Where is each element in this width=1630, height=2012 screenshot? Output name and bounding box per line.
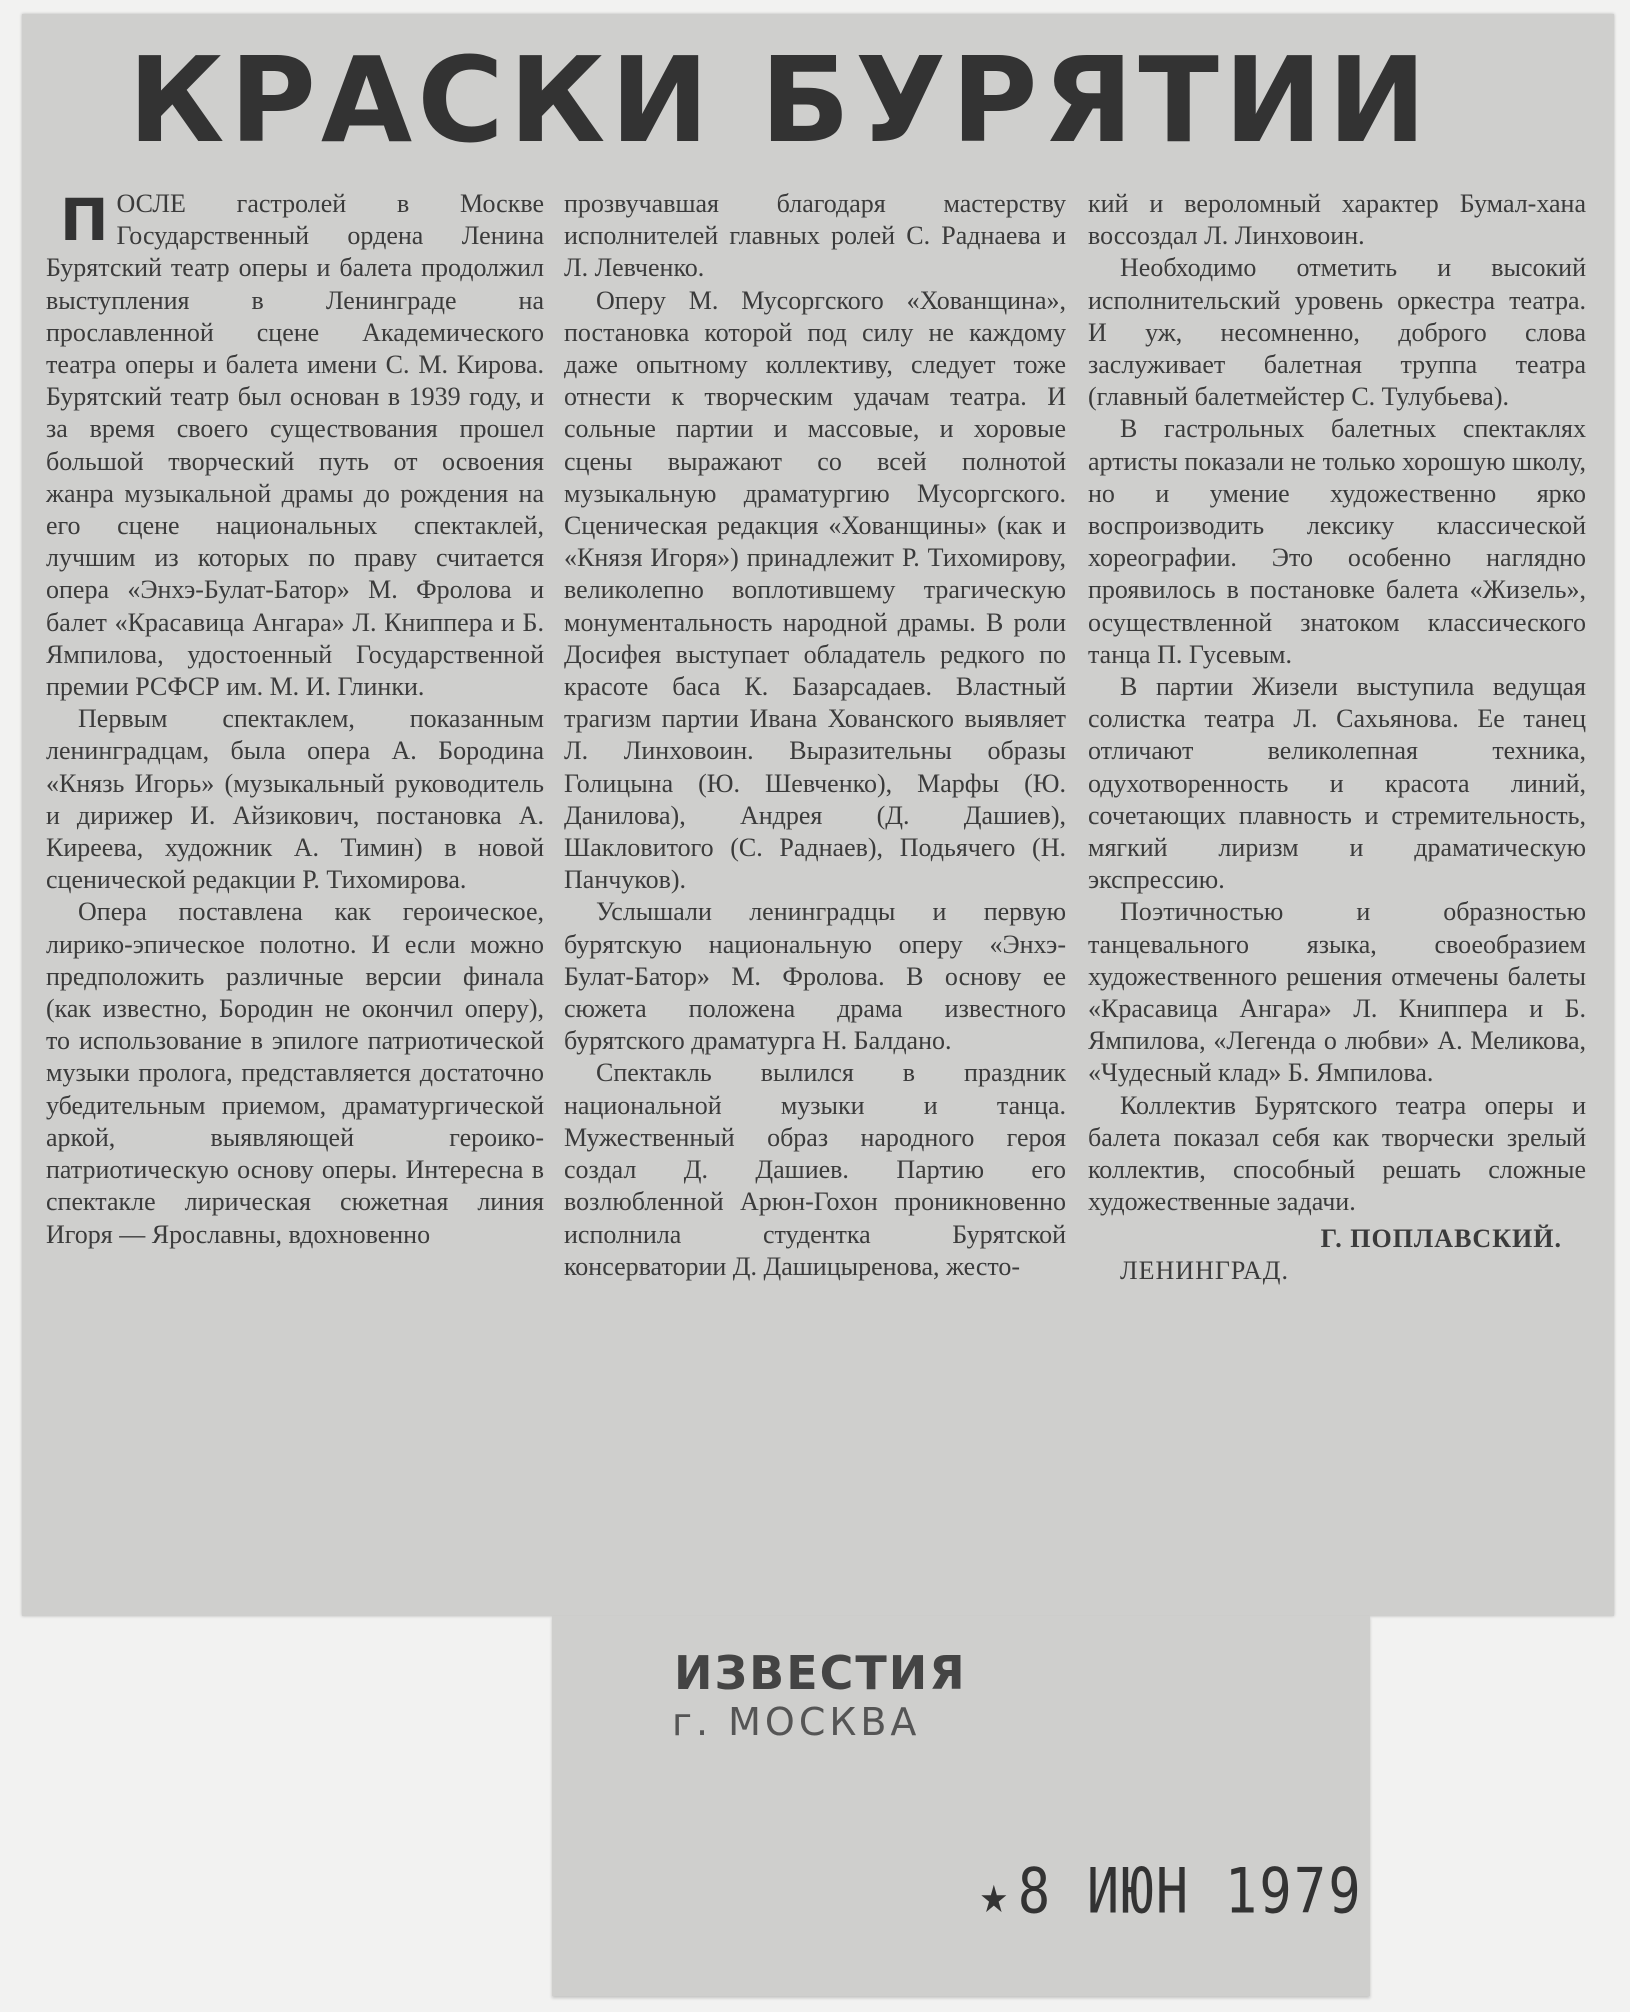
paragraph: Первым спектаклем, показанным ленинградцам, была опера А. Бородина «Князь Игорь» (музыкальный руководитель и дирижер И. Айзикович, постановка А. Киреева, художник А. Тимин) в новой сценической редакции Р. Тихомирова. bbox=[46, 704, 544, 895]
paragraph: Услышали ленинградцы и первую бурятскую национальную оперу «Энхэ-Булат-Батор» М. Фролова. В основу ее сюжета положена драма известного бурятского драматурга Н. Балдано. bbox=[564, 897, 1066, 1056]
article-column-1 bbox=[46, 188, 544, 1251]
paragraph: Необходимо отметить и высокий исполнительский уровень оркестра театра. И уж, несомненно, доброго слова заслуживает балетная труппа театра (главный балетмейстер С. Тулубьева). bbox=[1088, 253, 1586, 412]
dateline-place: ЛЕНИНГРАД. bbox=[1120, 1255, 1290, 1285]
paragraph: Спектакль вылился в праздник национальной музыки и танца. Мужественный образ народного героя создал Д. Дашиев. Партию его возлюбленной Арюн-Гохон проникновенно исполнила студентка Бурятской консерватории Д. Дашицыренова, жесто- bbox=[564, 1058, 1066, 1281]
paragraph: Оперу М. Мусоргского «Хованщина», постановка которой под силу не каждому даже опытному коллективу, следует тоже отнести к творческим удачам театра. И сольные партии и массовые, и хоровые сцены выражают со всей полнотой музыкальную драматургию Мусоргского. Сценическая редакция «Хованщины» (как и «Князя Игоря») принадлежит Р. Тихомирову, великолепно воплотившему трагическую монументальность народной драмы. В роли Досифея выступает обладатель редкого по красоте баса К. Базарсадаев. Властный трагизм партии Ивана Хованского выявляет Л. Линховоин. Выразительны образы Голицына (Ю. Шевченко), Марфы (Ю. Данилова), Андрея (Д. Дашиев), Шакловитого (С. Раднаев), Подьячего (Н. Панчуков). bbox=[564, 285, 1066, 895]
star-icon: ★ bbox=[980, 1863, 1010, 1926]
paragraph: В партии Жизели выступила ведущая солистка театра Л. Сахьянова. Ее танец отличают великолепная техника, одухотворенность и красота линий, сочетающих плавность и стремительность, мягкий лиризм и драматическую экспрессию. bbox=[1088, 672, 1586, 895]
city-stamp: г. МОСКВА bbox=[672, 1700, 921, 1744]
author-signature: Г. ПОПЛАВСКИЙ. bbox=[1320, 1223, 1562, 1253]
date-stamp bbox=[980, 1855, 1363, 1927]
paragraph bbox=[46, 188, 544, 703]
article-headline: КРАСКИ БУРЯТИИ bbox=[128, 31, 1432, 169]
paragraph: Коллектив Бурятского театра оперы и балета показал себя как творчески зрелый коллектив, способный решать сложные художественные задачи. bbox=[1088, 1090, 1586, 1217]
date-text: 8 ИЮН 1979 bbox=[1017, 1855, 1363, 1928]
newspaper-stamp: ИЗВЕСТИЯ bbox=[674, 1646, 967, 1700]
paragraph: Опера поставлена как героическое, лирико-эпическое полотно. И если можно предположить различные версии финала (как известно, Бородин не окончил оперу), то использование в эпилоге патриотической музыки пролога, представляется достаточно убедительным приемом, драматургической аркой, выявляющей героико-патриотическую основу оперы. Интересна в спектакле лирическая сюжетная линия Игоря — Ярославны, вдохновенно bbox=[46, 897, 544, 1249]
paragraph: кий и вероломный характер Бумал-хана воссоздал Л. Линховоин. bbox=[1088, 189, 1586, 251]
drop-cap: П bbox=[60, 186, 109, 254]
paragraph: прозвучавшая благодаря мастерству исполнителей главных ролей С. Раднаева и Л. Левченко. bbox=[564, 189, 1066, 283]
paragraph: Поэтичностью и образностью танцевального языка, своеобразием художественного решения отмечены балеты «Красавица Ангара» Л. Книппера и Б. Ямпилова, «Легенда о любви» А. Меликова, «Чудесный клад» Б. Ямпилова. bbox=[1088, 897, 1586, 1088]
article-column-2 bbox=[564, 188, 1066, 1283]
paragraph: В гастрольных балетных спектаклях артисты показали не только хорошую школу, но и умение художественно ярко воспроизводить лексику классической хореографии. Это особенно наглядно проявилось в постановке балета «Жизель», осуществленной знатоком классического танца П. Гусевым. bbox=[1088, 414, 1586, 669]
paragraph-text: ОСЛЕ гастролей в Москве Государственный ордена Ленина Бурятский театр оперы и балета продолжил выступления в Ленинграде на прославленной сцене Академического театра оперы и балета имени С. М. Кирова. Бурятский театр был основан в 1939 году, и за время своего существования прошел большой творческий путь от освоения жанра музыкальной драмы до рождения на его сцене национальных спектаклей, лучшим из которых по праву считается опера «Энхэ-Булат-Батор» М. Фролова и балет «Красавица Ангара» Л. Книппера и Б. Ямпилова, удостоенный Государственной премии РСФСР им. М. И. Глинки. bbox=[46, 189, 544, 702]
article-column-3 bbox=[1088, 188, 1586, 1287]
